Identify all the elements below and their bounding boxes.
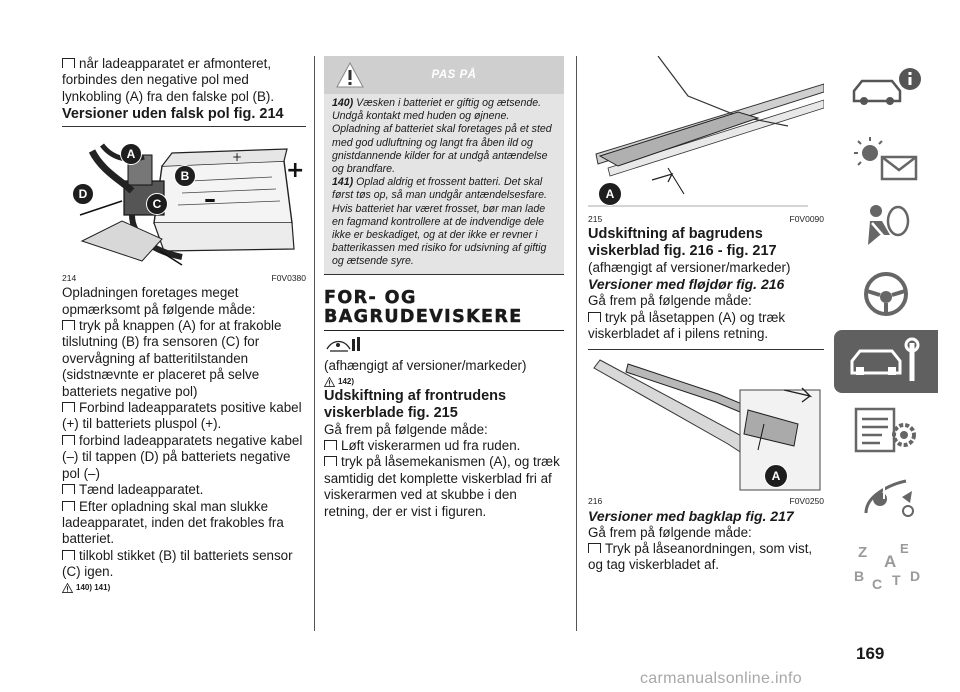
front-wiper-illustration <box>588 56 824 212</box>
figure-caption-214: 214 F0V0380 <box>62 273 306 284</box>
list-item: Forbind ladeapparatets positive kabel (+) til batteriets pluspol (+). <box>62 400 302 432</box>
column-divider <box>314 56 315 631</box>
tab-airbag[interactable] <box>834 194 938 257</box>
steering-wheel-icon <box>846 269 926 319</box>
svg-text:Z: Z <box>858 543 868 561</box>
checkbox-bullet-icon <box>62 501 75 511</box>
tab-car-info[interactable] <box>834 58 938 121</box>
svg-text:B: B <box>854 567 865 584</box>
divider <box>62 126 306 127</box>
alphabet-index-icon <box>846 541 926 591</box>
lead-paragraph: Opladningen foretages meget opmærksomt på følgende måde: <box>62 285 256 317</box>
section-divider <box>324 330 564 332</box>
label-d: D <box>72 183 94 205</box>
rear-wiper-illustration <box>588 354 824 494</box>
checkbox-bullet-icon <box>324 440 337 450</box>
list-item: Tryk på låseanordningen, som vist, og tag viskerbladet af. <box>588 541 813 573</box>
car-info-icon <box>846 65 926 115</box>
heading-rear-wiper: Udskiftning af bagrudens viskerblad fig. 216 - fig. 217 <box>588 226 777 259</box>
warning-reference[interactable]: 142) <box>324 377 564 387</box>
svg-text:A: A <box>884 551 897 571</box>
heading-no-false-pole: Versioner uden falsk pol fig. 214 <box>62 106 284 123</box>
lead-paragraph: Gå frem på følgende måde: <box>588 293 752 309</box>
checkbox-bullet-icon <box>62 402 75 412</box>
tab-multimedia[interactable] <box>834 466 938 529</box>
column-2 <box>324 56 564 520</box>
svg-text:+: + <box>232 150 243 165</box>
column-3 <box>588 56 824 574</box>
tab-sun-envelope[interactable] <box>834 126 938 189</box>
warning-note: 141) Oplad aldrig et frossent batteri. Det skal først tøs op, så man undgår antændelsesfare. Hvis batteriet har været frosset, bør man lade en fagmand kontrollere at de indvendige dele ikke er beskadiget, og at der ikke er revner i batterikassen med risiko for udsivning af giftig og ætsende syre. <box>332 176 547 268</box>
label-c: C <box>146 193 168 215</box>
versions-note: (afhængigt af versioner/markeder) <box>588 260 791 275</box>
label-a: A <box>120 143 142 165</box>
page-number: 169 <box>856 644 885 663</box>
tab-maintenance[interactable] <box>834 330 938 393</box>
list-item: tryk på låsemekanismen (A), og træk samtidig det komplette viskerblad fri af viskerarmen ved at skubbe i den retning, der er vist i figuren. <box>324 454 560 519</box>
list-item: Efter opladning skal man slukke ladeapparatet, inden det frakobles fra batteriet. <box>62 498 284 547</box>
column-divider <box>576 56 577 631</box>
list-item: tilkobl stikket (B) til batteriets sensor (C) igen. <box>62 547 293 580</box>
checkbox-bullet-icon <box>62 435 75 445</box>
tab-steering-wheel[interactable] <box>834 262 938 325</box>
checkbox-bullet-icon <box>62 484 75 494</box>
tab-index[interactable] <box>834 534 938 597</box>
checkbox-bullet-icon <box>324 456 337 466</box>
sun-envelope-icon <box>846 133 926 183</box>
music-navigation-icon <box>846 473 926 523</box>
checkbox-bullet-icon <box>62 550 75 560</box>
checkbox-bullet-icon <box>62 58 75 68</box>
list-item: forbind ladeapparatets negative kabel (–) til tappen (D) på batteriets negative pol (–) <box>62 432 303 481</box>
svg-text:C: C <box>872 575 883 591</box>
checkbox-bullet-icon <box>588 312 601 322</box>
intro-paragraph: når ladeapparatet er afmonteret, forbindes den negative pol med lynkobling (A) fra den falske pol (B). <box>62 56 275 104</box>
list-gear-icon <box>846 405 926 455</box>
airbag-person-icon <box>846 201 926 251</box>
warning-box-header <box>324 56 564 94</box>
checkbox-bullet-icon <box>588 543 601 553</box>
market-variants-icon <box>324 335 364 355</box>
figure-214-battery <box>62 131 306 271</box>
figure-215-front-wiper <box>588 56 824 212</box>
warning-box-body <box>324 94 564 275</box>
watermark: carmanualsonline.info <box>640 670 802 687</box>
section-title: FOR- OG BAGRUDEVISKERE <box>324 287 523 327</box>
warning-triangle-icon <box>62 583 73 593</box>
label-a: A <box>598 182 622 206</box>
svg-text:+: + <box>286 158 305 184</box>
versions-note: (afhængigt af versioner/markeder) <box>324 358 527 374</box>
heading-front-wiper: Udskiftning af frontrudens viskerblade fig. 215 <box>324 387 507 421</box>
svg-text:–: – <box>204 185 216 214</box>
list-item: Tænd ladeapparatet. <box>62 482 306 498</box>
list-item: Løft viskerarmen ud fra ruden. <box>324 438 564 454</box>
column-1 <box>62 56 306 593</box>
lead-paragraph: Gå frem på følgende måde: <box>324 421 488 437</box>
car-wrench-icon <box>846 337 926 387</box>
warning-triangle-icon <box>336 62 364 88</box>
label-b: B <box>174 165 196 187</box>
subheading-tailgate: Versioner med bagklap fig. 217 <box>588 507 794 524</box>
list-item: tryk på knappen (A) for at frakoble tilslutning (B) fra sensoren (C) for overvågning af batteritilstanden (sidstnævnte er placeret på selve batteriets negative pol) <box>62 318 282 399</box>
figure-caption-216: 216 F0V0250 <box>588 495 824 506</box>
svg-text:E: E <box>900 540 909 556</box>
warning-box-title: PAS PÅ <box>431 69 477 81</box>
lead-paragraph: Gå frem på følgende måde: <box>588 524 752 540</box>
subheading-wing-door: Versioner med fløjdør fig. 216 <box>588 276 785 293</box>
list-item: tryk på låsetappen (A) og træk viskerbladet af i pilens retning. <box>588 309 786 342</box>
warning-triangle-icon <box>324 377 335 387</box>
figure-216-rear-wiper <box>588 354 824 494</box>
checkbox-bullet-icon <box>62 320 75 330</box>
label-a: A <box>764 464 788 488</box>
figure-caption-215: 215 F0V0090 <box>588 214 824 224</box>
warning-note: 140) Væsken i batteriet er giftig og ætsende. Undgå kontakt med huden og øjnene. Opladning af batteriet skal foretages på et sted med god udluftning og langt fra åben ild og gnistdannende kilder for at undgå antændelse og brandfare. <box>332 97 552 176</box>
warning-reference[interactable]: 140) 141) <box>62 583 306 593</box>
divider <box>588 349 824 350</box>
svg-text:D: D <box>910 567 921 584</box>
battery-illustration <box>62 131 306 271</box>
tab-technical-data[interactable] <box>834 398 938 461</box>
chapter-tabs <box>834 58 938 602</box>
svg-text:T: T <box>892 571 901 588</box>
